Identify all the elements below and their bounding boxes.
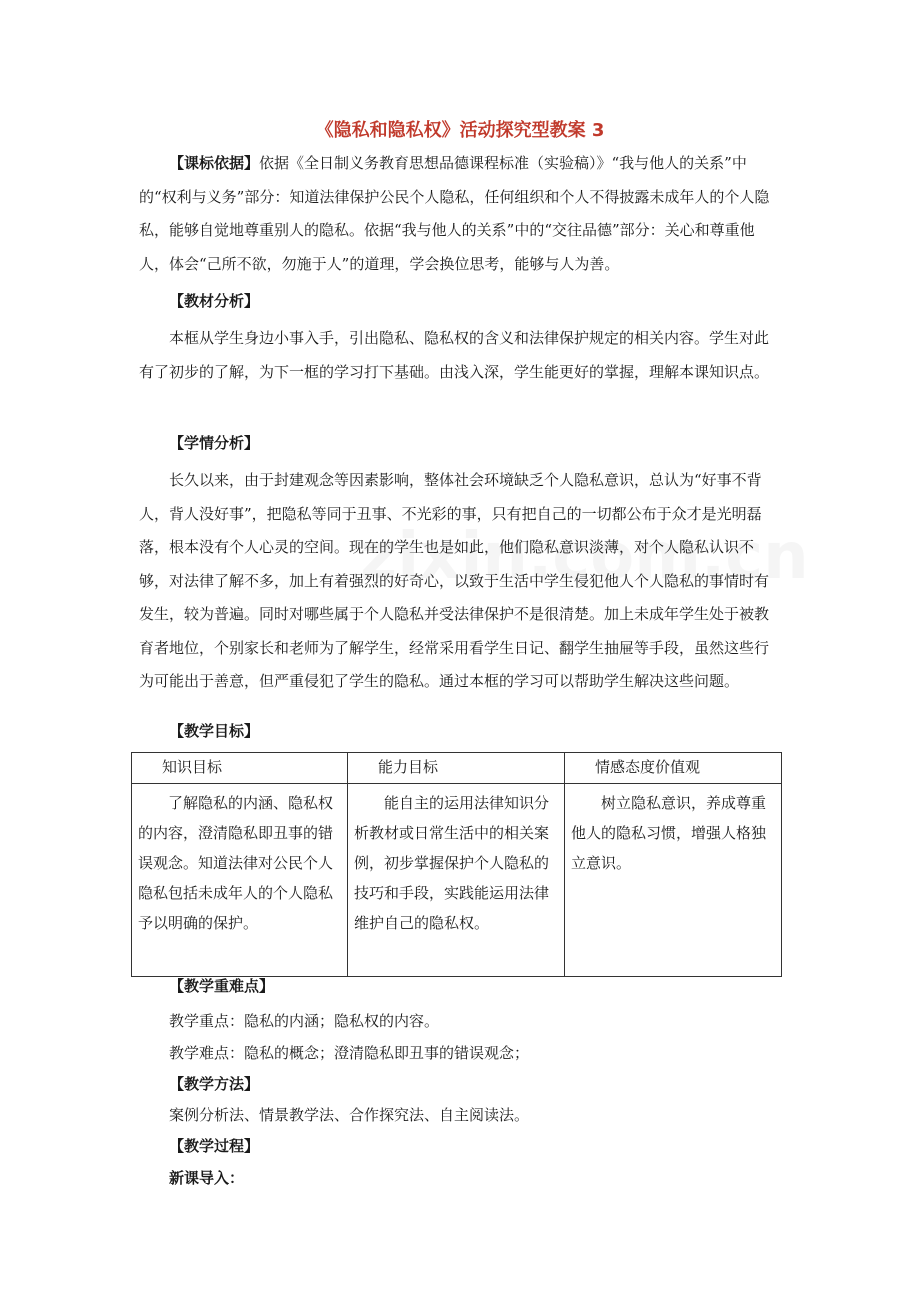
material-text: 本框从学生身边小事入手，引出隐私、隐私权的含义和法律保护规定的相关内容。学生对此有了初步的了解，为下一框的学习打下基础。由浅入深，学生能更好的掌握，理解本课知识点。 [139,329,770,381]
goals-cell-ability: 能自主的运用法律知识分析教材或日常生活中的相关案例，初步掌握保护个人隐私的技巧和手段，实践能运用法律维护自己的隐私权。 [348,784,565,977]
goals-cell-attitude: 树立隐私意识，养成尊重他人的隐私习惯，增强人格独立意识。 [565,784,782,977]
process-intro: 新课导入： [169,1169,245,1187]
students-heading: 【学情分析】 [169,434,260,452]
basis-text: 依据《全日制义务教育思想品德课程标准（实验稿）》“我与他人的关系”中的“权利与义务”部分：知道法律保护公民个人隐私，任何组织和个人不得披露未成年人的个人隐私，能够自觉地尊重别人的隐私。依据“我与他人的关系”中的“交往品德”部分：关心和尊重他人，体会“己所不欲，勿施于人”的道理，学会换位思考，能够与人为善。 [139,154,770,273]
goals-col-attitude: 情感态度价值观 [565,753,782,784]
students-text: 长久以来，由于封建观念等因素影响，整体社会环境缺乏个人隐私意识，总认为“好事不背人，背人没好事”，把隐私等同于丑事、不光彩的事，只有把自己的一切都公布于众才是光明磊落，根本没有个人心灵的空间。现在的学生也是如此，他们隐私意识淡薄，对个人隐私认识不够，对法律了解不多，加上有着强烈的好奇心，以致于生活中学生侵犯他人个人隐私的事情时有发生，较为普遍。同时对哪些属于个人隐私并受法律保护不是很清楚。加上未成年学生处于被教育者地位，个别家长和老师为了解学生，经常采用看学生日记、翻学生抽屉等手段，虽然这些行为可能出于善意，但严重侵犯了学生的隐私。通过本框的学习可以帮助学生解决这些问题。 [139,471,770,690]
methods-text: 案例分析法、情景教学法、合作探究法、自主阅读法。 [169,1106,530,1124]
basis-paragraph [139,147,781,281]
process-heading: 【教学过程】 [169,1137,260,1155]
goals-table [131,752,782,977]
basis-label: 【课标依据】 [169,154,260,172]
goals-heading: 【教学目标】 [169,722,260,740]
methods-heading: 【教学方法】 [169,1075,260,1093]
goals-col-knowledge: 知识目标 [132,753,348,784]
keypoints-heading: 【教学重难点】 [169,977,275,995]
goals-body-row [132,784,782,977]
keypoints-difficulty: 教学难点：隐私的概念；澄清隐私即丑事的错误观念； [169,1044,530,1062]
document-title: 《隐私和隐私权》活动探究型教案 3 [315,120,605,141]
goals-cell-knowledge: 了解隐私的内涵、隐私权的内容，澄清隐私即丑事的错误观念。知道法律对公民个人隐私包括未成年人的个人隐私予以明确的保护。 [132,784,348,977]
goals-header-row [132,753,782,784]
material-heading: 【教材分析】 [169,292,260,310]
keypoints-focus: 教学重点：隐私的内涵；隐私权的内容。 [169,1012,440,1030]
goals-col-ability: 能力目标 [348,753,565,784]
